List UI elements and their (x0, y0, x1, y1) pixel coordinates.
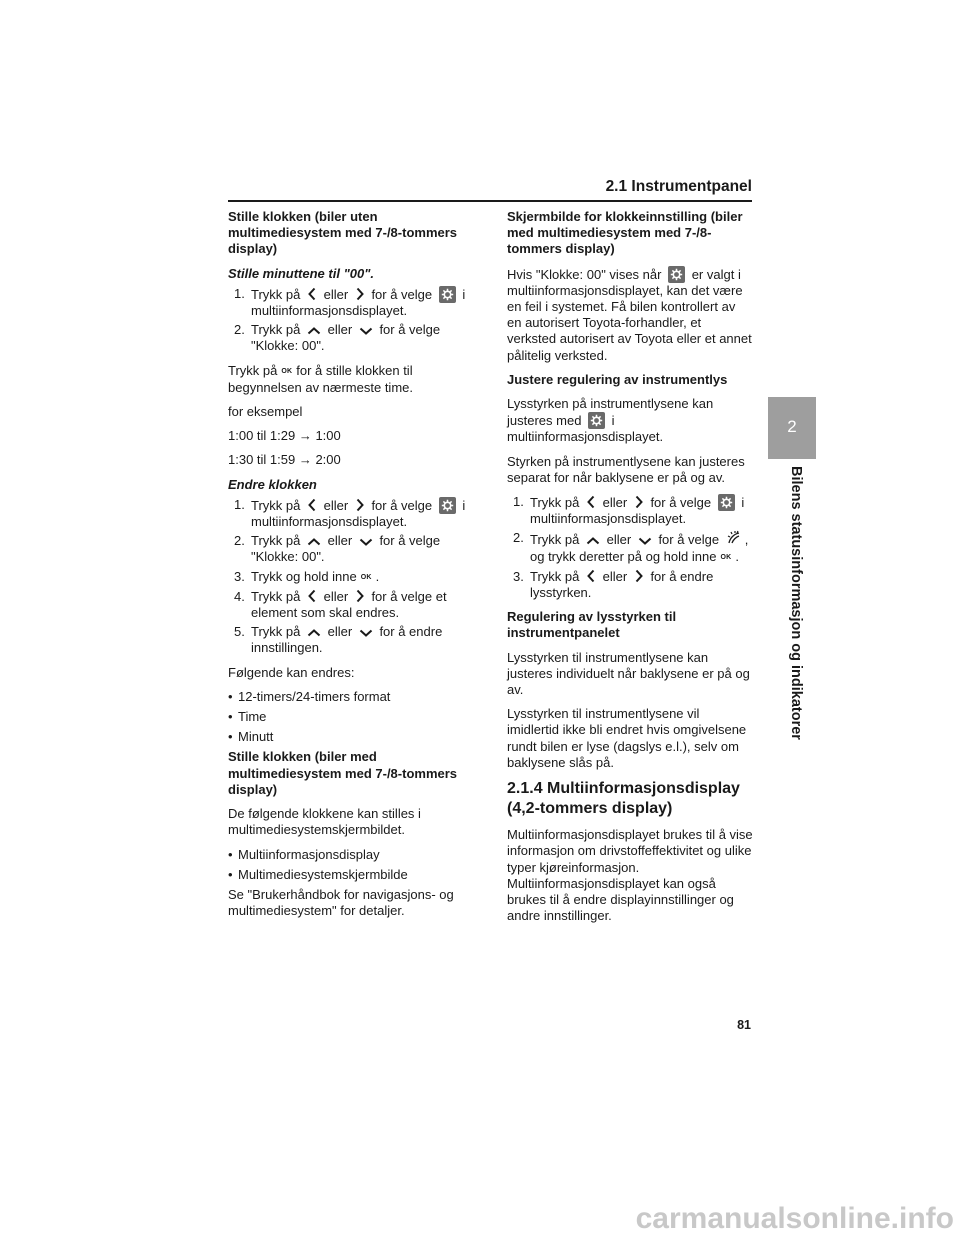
step-text: , (744, 532, 749, 548)
step-text: eller (602, 568, 628, 584)
step-text: for å endre lysstyrken. (530, 568, 714, 601)
paragraph-text: for å stille klokken til begynnelsen av nærmeste time. (228, 362, 413, 395)
step-text: for å velge et element som skal endres. (251, 588, 447, 621)
paragraph: 1:00 til 1:29 → 1:00 (228, 428, 341, 444)
step-number: 5. (234, 624, 245, 640)
step-text: Trykk på (251, 497, 301, 513)
paragraph: Lysstyrken til instrumentlysene kan justeres individuelt når baklysene er på og av. (507, 649, 750, 698)
step-text: for å velge "Klokke: 00". (251, 322, 441, 354)
paragraph-text: i multiinformasjonsdisplayet. (507, 413, 664, 445)
left-column (228, 209, 486, 927)
subsection-heading: Stille minuttene til "00". (228, 265, 374, 281)
bullet-list (228, 847, 486, 883)
paragraph (228, 363, 486, 396)
step-number: 3. (513, 568, 524, 584)
paragraph: Følgende kan endres: (228, 664, 355, 680)
step-text: eller (602, 495, 628, 511)
bullet-list (228, 689, 486, 746)
list-item: • Minutt (228, 729, 486, 745)
chevron-right-icon (355, 498, 365, 512)
step-number: 1. (234, 285, 245, 301)
chevron-right-icon (355, 589, 365, 603)
step-text: for å velge (650, 495, 712, 511)
step-item (234, 533, 486, 565)
subsection-heading: Endre klokken (228, 476, 317, 492)
step-text: Trykk på (251, 322, 301, 338)
paragraph: De følgende klokkene kan stilles i multimediesystemskjermbildet. (228, 806, 421, 838)
chapter-title-vertical: Bilens statusinformasjon og indikatorer (788, 466, 804, 740)
section-heading: Stille klokken (biler uten multimediesystem med 7-/8-tommers display) (228, 209, 458, 257)
paragraph-text: Trykk på (228, 362, 278, 378)
paragraph: Se "Brukerhåndbok for navigasjons- og multimediesystem" for detaljer. (228, 886, 454, 919)
chapter-tab (768, 397, 816, 459)
section-heading: Skjermbilde for klokkeinnstilling (biler med multimediesystem med 7-/8-tommers display) (507, 209, 743, 257)
step-text: eller (323, 588, 349, 604)
chevron-down-icon (638, 536, 652, 546)
step-text: Trykk på (530, 495, 580, 511)
paragraph: Lysstyrken til instrumentlysene vil imidlertid ikke bli endret hvis omgivelsene rundt bilen er lyse (dagslys e.l.), selv om baklysene slås på. (507, 706, 747, 770)
step-text: eller (323, 497, 349, 513)
list-item: • Multimediesystemskjermbilde (228, 867, 486, 883)
step-text: Trykk på (251, 588, 301, 604)
list-item: • 12-timers/24-timers format (228, 689, 486, 705)
instrument-brightness-icon (726, 530, 742, 546)
chevron-right-icon (634, 495, 644, 509)
paragraph: Styrken på instrumentlysene kan justeres separat for når baklysene er på og av. (507, 453, 745, 485)
step-text: Trykk på (251, 286, 301, 302)
paragraph: for eksempel (228, 404, 303, 420)
step-item (513, 569, 753, 601)
ok-icon: OK (720, 553, 732, 561)
step-text: i multiinformasjonsdisplayet. (251, 286, 466, 319)
step-item (234, 624, 486, 656)
step-text: i multiinformasjonsdisplayet. (530, 495, 745, 527)
list-item: • Multiinformasjonsdisplay (228, 847, 486, 863)
section-heading: Justere regulering av instrumentlys (507, 371, 728, 387)
section-heading: Regulering av lysstyrken til instrumentpanelet (507, 609, 677, 641)
chevron-left-icon (307, 589, 317, 603)
steps-list (228, 286, 486, 355)
paragraph-text: er valgt i multiinformasjonsdisplayet, kan det være en feil i systemet. Få bilen kontrollert av en autorisert Toyota-forhandler, et verksted autorisert av Toyota eller et annet pålitelig verksted. (507, 266, 752, 363)
step-text: for å velge (371, 286, 433, 302)
step-text: i multiinformasjonsdisplayet. (251, 497, 466, 530)
step-item (513, 530, 753, 565)
step-text: for å endre innstillingen. (251, 624, 443, 656)
page-header-title: 2.1 Instrumentpanel (605, 178, 752, 195)
paragraph (507, 266, 753, 364)
chevron-down-icon (359, 537, 373, 547)
step-number: 4. (234, 588, 245, 604)
step-text: . (735, 548, 739, 564)
step-number: 1. (234, 496, 245, 512)
chevron-right-icon (355, 287, 365, 301)
steps-list (507, 494, 753, 601)
chevron-up-icon (307, 537, 321, 547)
paragraph: Multiinformasjonsdisplayet brukes til å vise informasjon om drivstoffeffektivitet og ulike typer kjøreinformasjon. Multiinformasjonsdisplayet kan også brukes til å endre displayinnstillinger og andre innstillinger. (507, 827, 753, 924)
step-text: eller (327, 322, 353, 338)
step-number: 3. (234, 568, 245, 584)
step-text: for å velge "Klokke: 00". (251, 533, 441, 565)
right-column (507, 209, 753, 932)
paragraph-text: Lysstyrken på instrumentlysene kan justeres med (507, 396, 714, 429)
watermark: carmanualsonline.info (635, 1202, 954, 1235)
page-number: 81 (737, 1018, 751, 1032)
settings-gear-icon (588, 412, 605, 429)
chapter-number: 2 (787, 417, 797, 436)
steps-list (228, 497, 486, 657)
step-text: Trykk og hold inne (251, 568, 357, 584)
step-text: eller (327, 533, 353, 549)
settings-gear-icon (439, 286, 456, 303)
step-item (234, 322, 486, 354)
chevron-left-icon (586, 569, 596, 583)
chevron-up-icon (307, 628, 321, 638)
chevron-down-icon (359, 326, 373, 336)
step-text: Trykk på (530, 568, 580, 584)
step-item (234, 286, 486, 319)
step-text: Trykk på (251, 624, 301, 640)
chevron-down-icon (359, 628, 373, 638)
chevron-up-icon (586, 536, 600, 546)
chevron-up-icon (307, 326, 321, 336)
step-text: og trykk deretter på og hold inne (530, 548, 717, 564)
chevron-right-icon (634, 569, 644, 583)
chevron-left-icon (586, 495, 596, 509)
chevron-left-icon (307, 287, 317, 301)
step-number: 2. (234, 322, 245, 338)
step-number: 2. (513, 530, 524, 546)
chevron-left-icon (307, 498, 317, 512)
step-number: 2. (234, 533, 245, 549)
step-text: eller (606, 532, 632, 548)
step-text: for å velge (371, 497, 433, 513)
paragraph-text: Hvis "Klokke: 00" vises når (507, 266, 662, 282)
settings-gear-icon (439, 497, 456, 514)
chapter-section-heading: 2.1.4 Multiinformasjonsdisplay (4,2-tommers display) (507, 780, 740, 818)
ok-icon: OK (281, 367, 293, 375)
step-item (234, 569, 486, 586)
paragraph: 1:30 til 1:59 → 2:00 (228, 452, 341, 468)
step-text: eller (327, 624, 353, 640)
settings-gear-icon (668, 266, 685, 283)
step-text: for å velge (658, 532, 720, 548)
step-text: Trykk på (251, 533, 301, 549)
step-item (234, 497, 486, 530)
list-item: • Time (228, 709, 486, 725)
header-rule (228, 200, 752, 202)
step-text: eller (323, 286, 349, 302)
section-heading: Stille klokken (biler med multimediesystem med 7-/8-tommers display) (228, 749, 458, 797)
step-item (234, 589, 486, 621)
settings-gear-icon (718, 494, 735, 511)
step-item (513, 494, 753, 527)
ok-icon: OK (360, 573, 372, 581)
step-text: . (375, 568, 380, 584)
step-text: Trykk på (530, 532, 580, 548)
step-number: 1. (513, 494, 524, 510)
paragraph (507, 396, 753, 446)
